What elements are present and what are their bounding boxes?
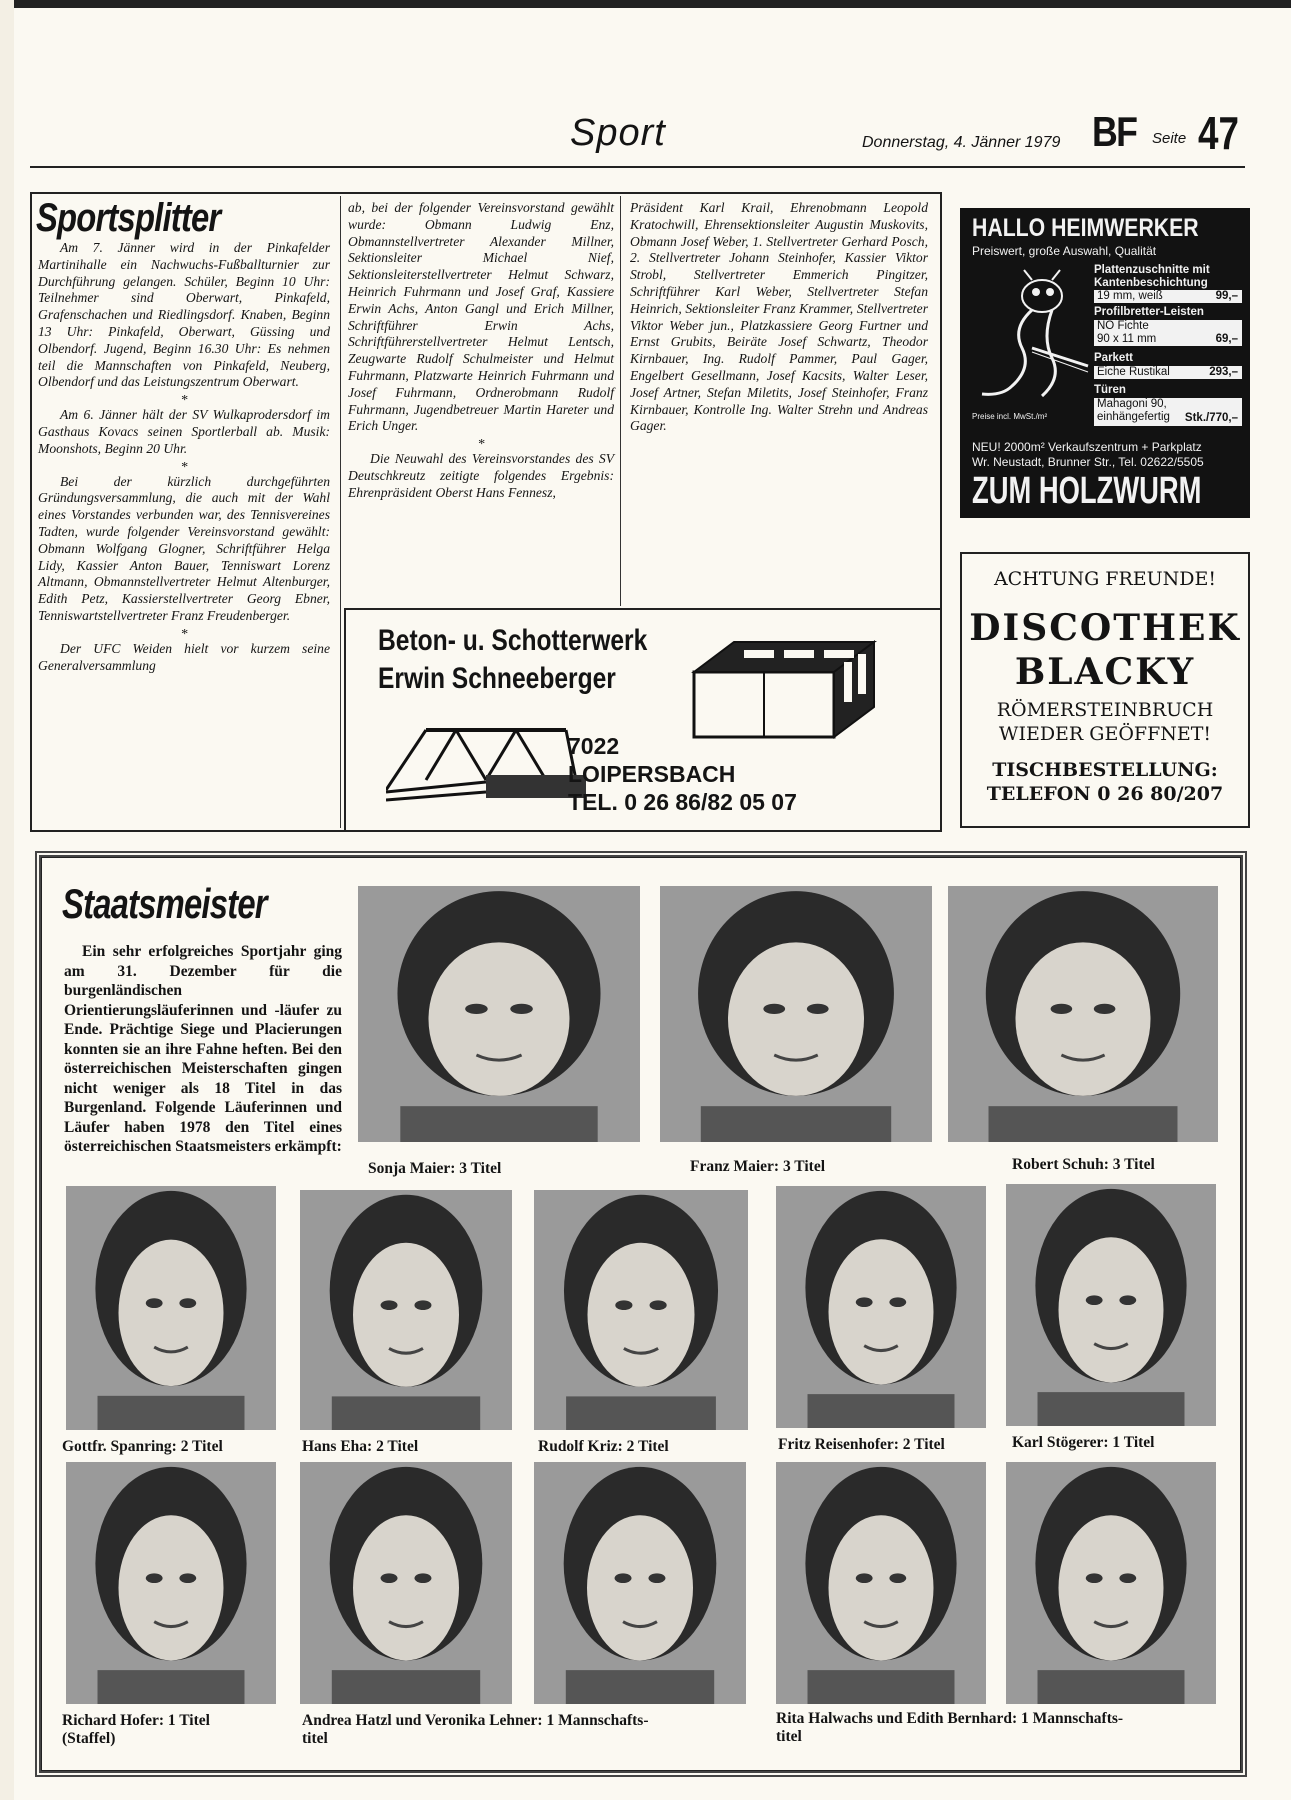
portrait-image bbox=[66, 1186, 276, 1430]
photo-caption: Sonja Maier: 3 Titel bbox=[368, 1160, 502, 1177]
photo-robert-schuh bbox=[948, 886, 1218, 1142]
portrait-image bbox=[66, 1462, 276, 1704]
photo-edith-bernhard bbox=[1006, 1462, 1216, 1704]
portrait-image bbox=[1006, 1462, 1216, 1704]
concrete-block-icon bbox=[684, 632, 884, 742]
separator-asterisk: * bbox=[180, 393, 188, 409]
photo-caption: (Staffel) bbox=[62, 1730, 116, 1747]
ad-holz-price: Stk./770,– bbox=[1184, 412, 1238, 424]
photo-caption: Gottfr. Spanring: 2 Titel bbox=[62, 1438, 223, 1455]
article-paragraph: Die Neuwahl des Vereinsvorstandes des SV Deutschkreutz zeitigte folgendes Ergebnis: Ehrenpräsident Oberst Hans Fennesz, bbox=[348, 451, 614, 500]
ad-holzwurm bbox=[960, 208, 1250, 518]
ad-holz-item bbox=[1094, 333, 1242, 346]
photo-veronika-lehner bbox=[534, 1462, 746, 1704]
photo-karl-stoegerer bbox=[1006, 1184, 1216, 1426]
photo-caption: Fritz Reisenhofer: 2 Titel bbox=[778, 1436, 945, 1453]
portrait-image bbox=[300, 1462, 512, 1704]
photo-gottfr-spanring bbox=[66, 1186, 276, 1430]
article-paragraph: Am 7. Jänner wird in der Pinkafelder Martinihalle ein Nachwuchs-Fußballturnier zur Durchführung gelangen. Schüler, Beginn 10 Uhr: Teilnehmer sind Oberwart, Pinkafeld, Grafenschachen und Riedlingsdorf. Knaben, Beginn 13 Uhr: Pinkafeld, Oberwart, Güssing und Olbendorf. Jugend, Beginn 16.30 Uhr: Es nehmen teil die Mannschaften von Pinkafeld, Neuberg, Olbendorf und das Leistungszentrum Oberwart. bbox=[38, 240, 330, 390]
truss-icon bbox=[386, 720, 586, 805]
ad-holz-item: Plattenzuschnitte mit Kantenbeschichtung bbox=[1094, 264, 1210, 289]
ad-holz-item bbox=[1094, 366, 1242, 379]
ad-disco-line1: ACHTUNG FREUNDE! bbox=[993, 568, 1217, 590]
ad-disco-name2: BLACKY bbox=[1014, 651, 1196, 693]
photo-hans-eha bbox=[300, 1190, 512, 1430]
photo-caption: Franz Maier: 3 Titel bbox=[690, 1158, 826, 1175]
photo-caption: Richard Hofer: 1 Titel bbox=[62, 1712, 210, 1729]
photo-caption: Rita Halwachs und Edith Bernhard: 1 Mannschafts- bbox=[776, 1710, 1124, 1727]
ad-holz-item bbox=[1094, 290, 1242, 303]
article-paragraph: Am 6. Jänner hält der SV Wulkaprodersdorf im Gasthaus Kovacs seinen Sportlerball ab. Musik: Moonshots, Beginn 20 Uhr. bbox=[38, 407, 330, 456]
photo-sonja-maier bbox=[358, 886, 640, 1142]
portrait-image bbox=[300, 1190, 512, 1430]
portrait-image bbox=[948, 886, 1218, 1142]
ad-holz-item: Parkett bbox=[1094, 352, 1133, 364]
newspaper-logo: BF bbox=[1092, 108, 1137, 155]
page-top-edge bbox=[0, 0, 1291, 8]
article-paragraph: Bei der kürzlich durchgeführten Gründungsversammlung, die auch mit der Wahl eines Vorstandes verbunden war, des Tennisvereines Tadten, wurde folgender Vereinsvorstand gewählt: Obmann Wolfgang Glogner, Schriftführer Helga Lidy, Kassier Anton Bauer, Tenniswart Lorenz Altmann, Obmannstellvertreter Helmut Altenburger, Edith Petz, Kassierstellvertreter Georg Ebner, Tenniswartstellvertreter Franz Freudenberger. bbox=[38, 473, 330, 623]
photo-caption: Karl Stögerer: 1 Titel bbox=[1012, 1434, 1155, 1451]
ad-beton-schotterwerk bbox=[344, 608, 942, 832]
separator-asterisk: * bbox=[180, 459, 188, 475]
photo-fritz-reisenhofer bbox=[776, 1186, 986, 1428]
portrait-image bbox=[776, 1186, 986, 1428]
staatsmeister-intro bbox=[64, 942, 342, 1157]
ad-holz-item: NO Fichte bbox=[1094, 320, 1242, 333]
separator-asterisk: * bbox=[180, 626, 188, 642]
article-paragraph: Präsident Karl Krail, Ehrenobmann Leopold Kratochwill, Ehrensektionsleiter Augustin Muskovits, Obmann Josef Weber, 1. Stellvertreter Gerhard Posch, 2. Stellvertreter Johann Steinhofer, Kassier Viktor Strobl, Stellvertreter Emmerich Pingitzer, Schriftführer Karl Weber, Stellvertreter Stefan Heinrich, Sektionsleiter Franz Krammer, Stellvertreter Viktor Weber jun., Platzkassiere Georg Furtner und Ernst Grubits, Beiräte Josef Schwartz, Theodor Kirnbauer, Ing. Rudolf Pammer, Paul Gager, Engelbert Gesellmann, Josef Kacsits, Walter Leser, Josef Artner, Stefan Miletits, Josef Steinhofer, Franz Kirnbauer, Kontrolle Ing. Walter Strehn und Andreas Gager. bbox=[630, 200, 928, 434]
header-rule bbox=[30, 166, 1245, 168]
ad-holz-note: Preise incl. MwSt./m² bbox=[972, 412, 1048, 421]
column-rule bbox=[340, 196, 341, 828]
ad-holz-item-label: Eiche Rustikal bbox=[1097, 366, 1170, 378]
photo-caption: Hans Eha: 2 Titel bbox=[302, 1438, 419, 1455]
ad-holz-item-label: 90 x 11 mm bbox=[1097, 333, 1157, 345]
ad-holz-neu bbox=[972, 440, 1204, 470]
sportsplitter-title: Sportsplitter bbox=[36, 196, 221, 240]
ad-discothek-blacky bbox=[960, 552, 1250, 828]
page-label: Seite bbox=[1152, 130, 1187, 147]
photo-caption: titel bbox=[302, 1730, 328, 1747]
ad-disco-line7: TELEFON 0 26 80/207 bbox=[986, 783, 1224, 805]
ad-holz-item bbox=[1094, 398, 1242, 426]
ad-holz-item: Türen bbox=[1094, 384, 1126, 396]
ad-beton-town: LOIPERSBACH bbox=[568, 761, 736, 787]
staatsmeister-intro-text: Ein sehr erfolgreiches Sportjahr ging am 31. Dezember für die burgenländischen Orientierungsläuferinnen und -läufer zu Ende. Prächtige Siege und Placierungen konnten sie an ihre Fahne heften. Bei den österreichischen Meisterschaften gingen nicht weniger als 18 Titel in das Burgenland. Folgende Läuferinnen und Läufer haben 1978 den Titel eines österreichischen Staatsmeisters erkämpft: bbox=[64, 943, 342, 1155]
portrait-image bbox=[534, 1462, 746, 1704]
issue-date: Donnerstag, 4. Jänner 1979 bbox=[862, 134, 1061, 151]
ad-holz-title: HALLO HEIMWERKER bbox=[972, 214, 1199, 242]
ad-holz-item: Profilbretter-Leisten bbox=[1094, 306, 1204, 318]
photo-caption: titel bbox=[776, 1728, 802, 1745]
portrait-image bbox=[660, 886, 932, 1142]
column-rule bbox=[620, 196, 621, 606]
portrait-image bbox=[534, 1190, 748, 1430]
separator-asterisk: * bbox=[477, 437, 485, 453]
ad-disco-location bbox=[962, 698, 1248, 746]
photo-caption: Andrea Hatzl und Veronika Lehner: 1 Mannschafts- bbox=[302, 1712, 649, 1729]
ad-disco-line4: RÖMERSTEINBRUCH bbox=[996, 699, 1214, 721]
ad-holz-price: 99,– bbox=[1215, 290, 1238, 302]
page-left-margin bbox=[0, 0, 14, 1800]
article-column-1 bbox=[38, 240, 330, 678]
ad-holz-name: ZUM HOLZWURM bbox=[972, 470, 1202, 512]
section-title: Sport bbox=[570, 112, 666, 154]
photo-caption: Rudolf Kriz: 2 Titel bbox=[538, 1438, 669, 1455]
ad-disco-line2 bbox=[962, 606, 1248, 694]
portrait-image bbox=[776, 1462, 986, 1704]
photo-rudolf-kriz bbox=[534, 1190, 748, 1430]
ad-beton-line1: Beton- u. Schotterwerk bbox=[378, 624, 648, 657]
ad-holz-neu-line: NEU! 2000m² Verkaufszentrum + Parkplatz bbox=[972, 440, 1202, 454]
staatsmeister-title: Staatsmeister bbox=[62, 880, 267, 927]
ad-holz-address: Wr. Neustadt, Brunner Str., Tel. 02622/5505 bbox=[972, 455, 1204, 469]
photo-franz-maier bbox=[660, 886, 932, 1142]
woodworm-mascot-icon bbox=[972, 268, 1090, 408]
portrait-image bbox=[1006, 1184, 1216, 1426]
ad-beton-line2: Erwin Schneeberger bbox=[378, 662, 616, 695]
ad-disco-line5: WIEDER GEÖFFNET! bbox=[998, 723, 1212, 745]
ad-beton-phone: TEL. 0 26 86/82 05 07 bbox=[568, 789, 797, 815]
ad-holz-price: 69,– bbox=[1215, 333, 1238, 345]
article-column-3 bbox=[630, 200, 928, 439]
photo-richard-hofer bbox=[66, 1462, 276, 1704]
portrait-image bbox=[358, 886, 640, 1142]
article-paragraph: Der UFC Weiden hielt vor kurzem seine Generalversammlung bbox=[38, 640, 330, 673]
article-paragraph: ab, bei der folgender Vereinsvorstand gewählt wurde: Obmann Ludwig Enz, Obmannstellvertreter Alexander Millner, Sektionsleiter Michael Nief, Sektionsleiterstellvertreter Helmut Schwarz, Heinrich Fuhrmann und Josef Graf, Kassiere Erwin Achs, Anton Gangl und Erich Millner, Schriftführer Erwin Achs, Schriftführerstellvertreter Helmut Lentsch, Zeugwarte Rudolf Schulmeister und Helmut Fuhrmann, Platzwarte Heinrich Fuhrmann und Josef Fuhrmann, Ordnerobmann Rudolf Fuhrmann, Jugendbetreuer Martin Hareter und Erich Unger. bbox=[348, 200, 614, 434]
page-number: 47 bbox=[1198, 107, 1239, 159]
ad-holz-item-label: Mahagoni 90, einhängefertig bbox=[1097, 398, 1170, 423]
photo-rita-halwachs bbox=[776, 1462, 986, 1704]
ad-holz-price: 293,– bbox=[1209, 366, 1238, 378]
ad-disco-contact bbox=[962, 758, 1248, 806]
ad-holz-subtitle: Preiswert, große Auswahl, Qualität bbox=[972, 244, 1157, 258]
ad-disco-line6: TISCHBESTELLUNG: bbox=[992, 759, 1218, 781]
photo-andrea-hatzl bbox=[300, 1462, 512, 1704]
ad-beton-zip: 7022 bbox=[568, 733, 620, 759]
article-column-2 bbox=[348, 200, 614, 506]
photo-caption: Robert Schuh: 3 Titel bbox=[1012, 1156, 1155, 1173]
ad-holz-item-label: 19 mm, weiß bbox=[1097, 290, 1163, 302]
ad-disco-name1: DISCOTHEK bbox=[969, 607, 1241, 649]
